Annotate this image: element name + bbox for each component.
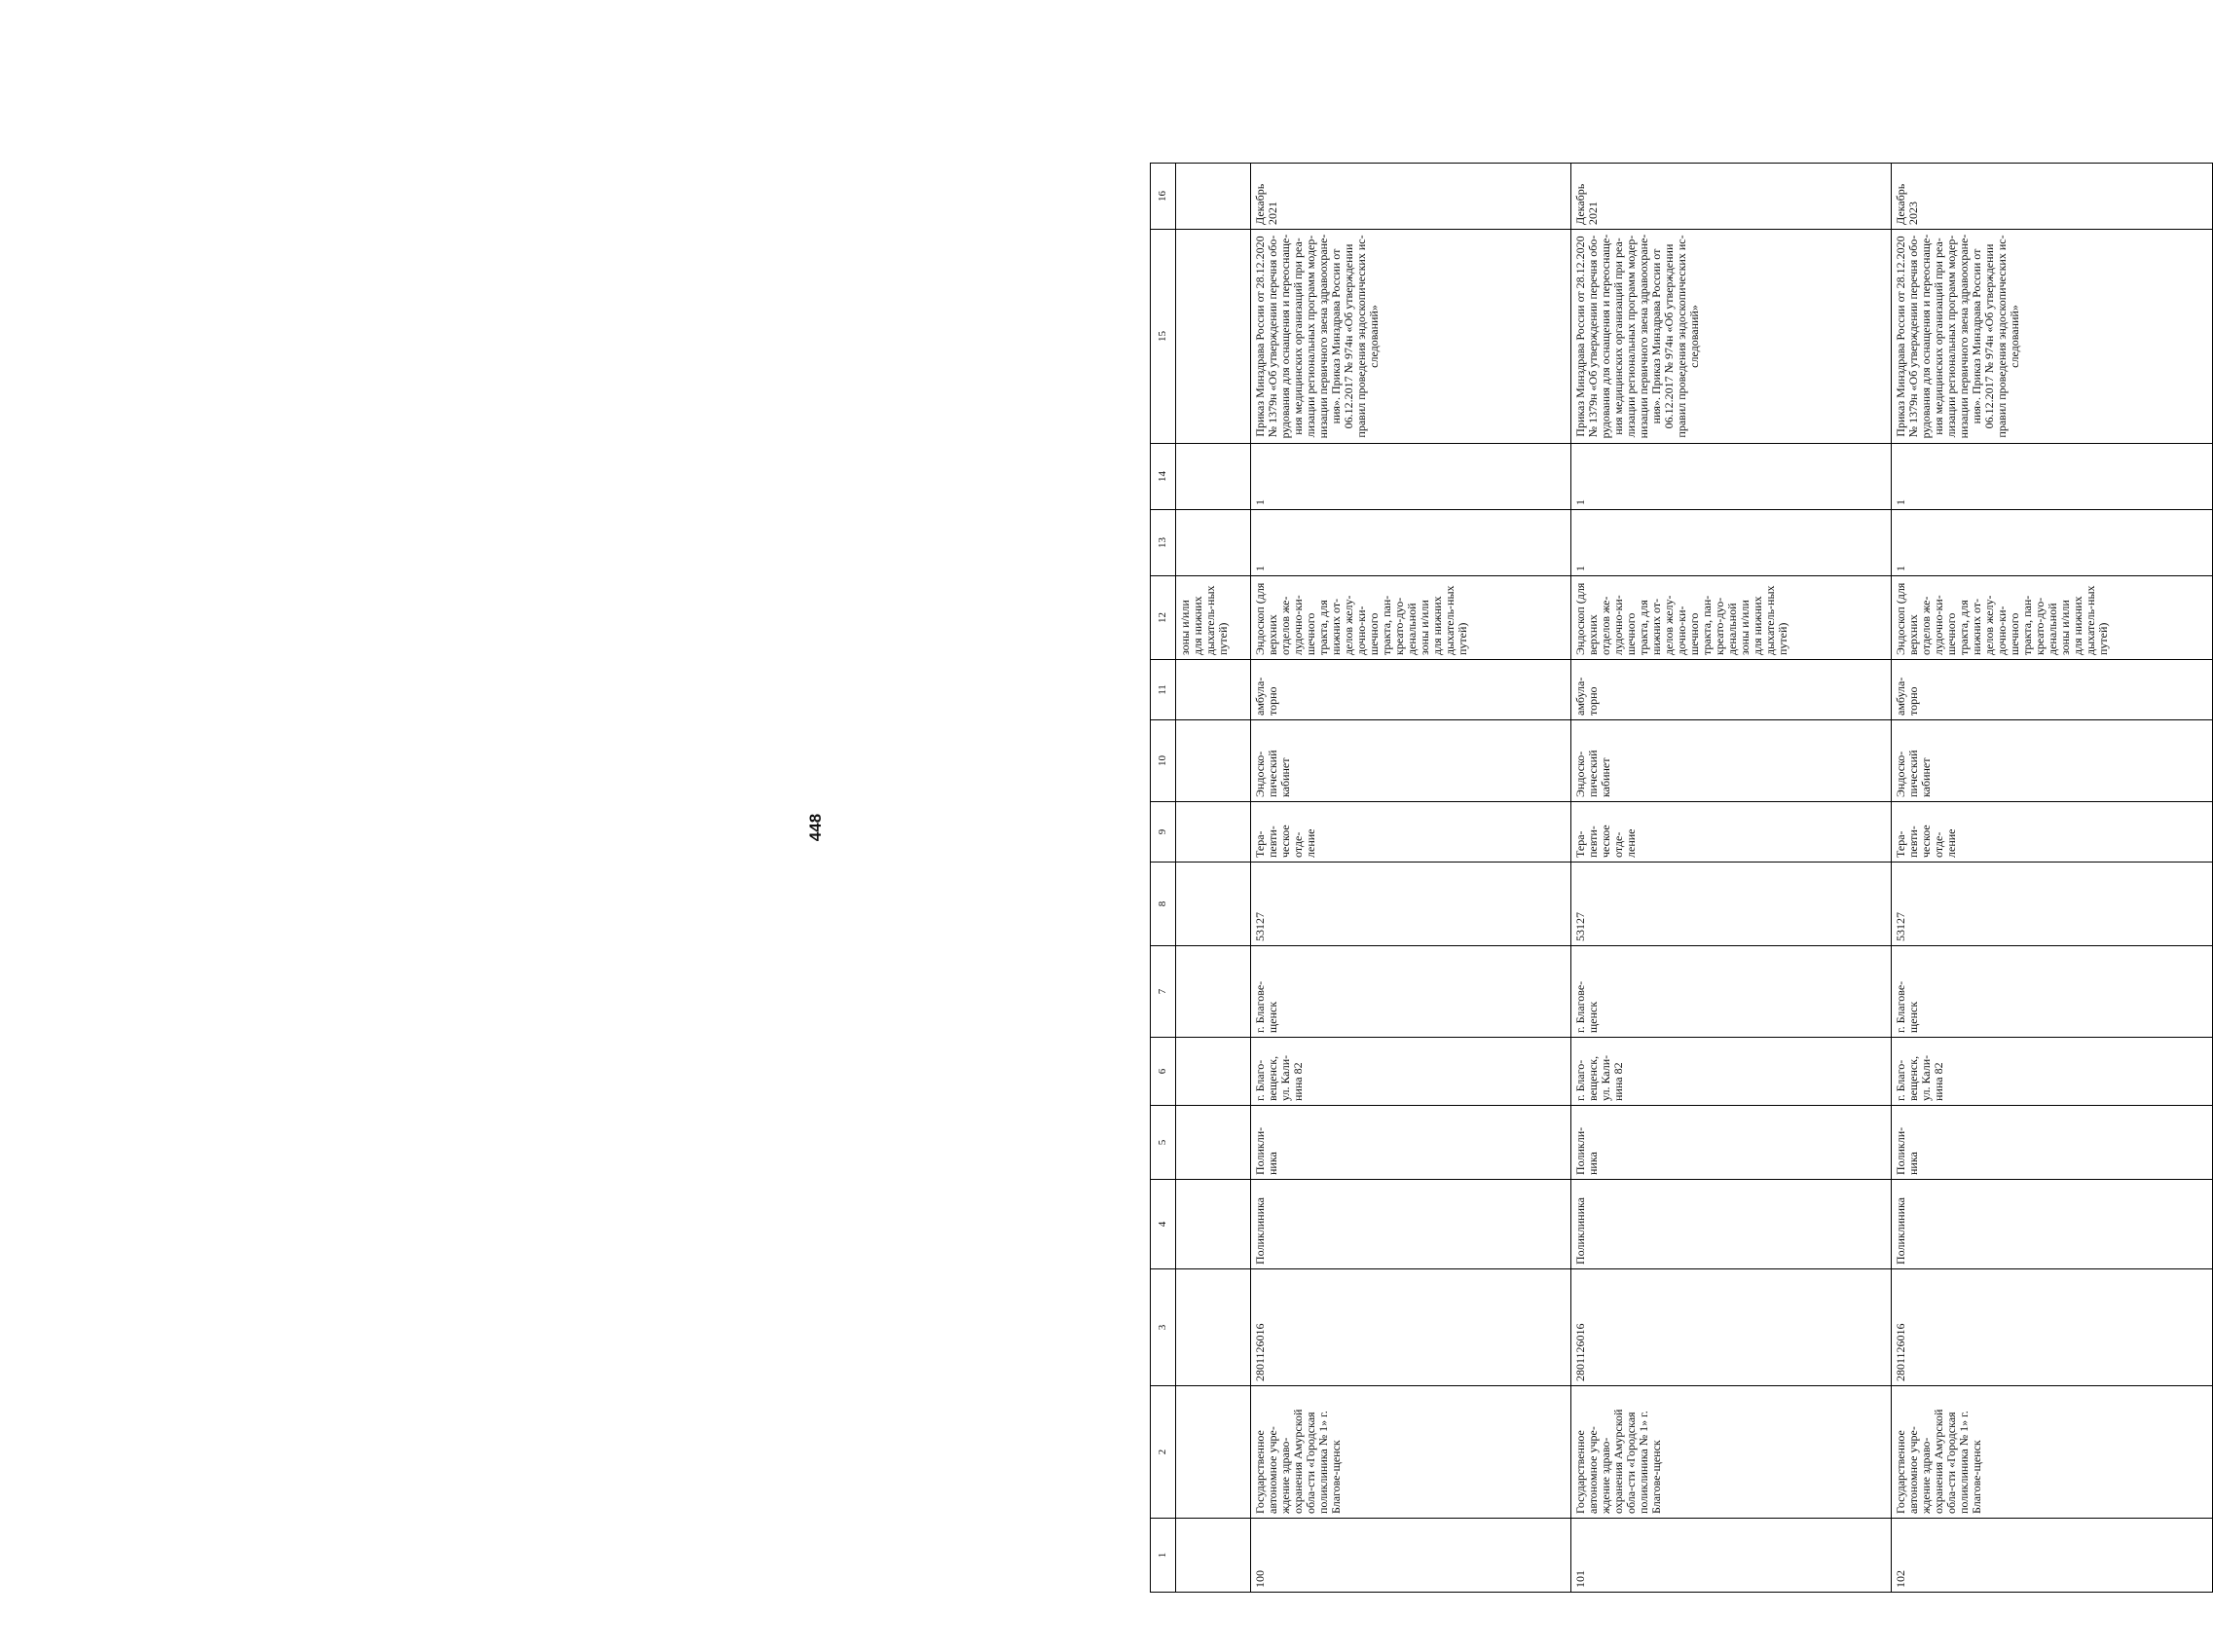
table-row — [1570, 164, 1891, 1593]
col-number-5: 5 — [1151, 1106, 1176, 1180]
organization-type: Поликлиника — [1250, 1180, 1570, 1269]
address: г. Благо-вещенск, ул. Кали-нина 82 — [1250, 1038, 1570, 1106]
quantity-col14: 1 — [1250, 444, 1570, 510]
col-number-8: 8 — [1151, 863, 1176, 946]
department: Тера-певти-ческое отде-ление — [1250, 802, 1570, 863]
legal-basis: Приказ Минздрава России от 28.12.2020 № 1379н «Об утверждении перечня обо-рудования для оснащения и переоснаще-ния медицинских организаций при реа-лизации региональных программ модер-низации первичного звена здравоохране-ния». Приказ Минздрава России от 06.12.2017 № 974н «Об утверждении правил проведения эндоскопических ис-следований» — [1250, 230, 1570, 444]
care-form: амбула-торно — [1570, 660, 1891, 720]
continuation-row — [1175, 164, 1250, 1593]
cont-cell-13 — [1175, 510, 1250, 576]
quantity-col13: 1 — [1250, 510, 1570, 576]
address: г. Благо-вещенск, ул. Кали-нина 82 — [1570, 1038, 1891, 1106]
room: Эндоско-пический кабинет — [1892, 720, 2213, 802]
organization-name: Государственное автономное учре-ждение здраво-охранения Амурской обла-сти «Городская поликлиника № 1» г. Благове-щенск — [1892, 1386, 2213, 1519]
row-number: 101 — [1570, 1519, 1891, 1593]
equipment-table-container — [1150, 164, 2213, 1593]
col-number-13: 13 — [1151, 510, 1176, 576]
col-number-12: 12 — [1151, 576, 1176, 660]
row-number: 102 — [1892, 1519, 2213, 1593]
legal-basis: Приказ Минздрава России от 28.12.2020 № 1379н «Об утверждении перечня обо-рудования для оснащения и переоснаще-ния медицинских организаций при реа-лизации региональных программ модер-низации первичного звена здравоохране-ния». Приказ Минздрава России от 06.12.2017 № 974н «Об утверждении правил проведения эндоскопических ис-следований» — [1570, 230, 1891, 444]
cont-cell-15 — [1175, 230, 1250, 444]
delivery-date: Декабрь 2021 — [1570, 164, 1891, 230]
department: Тера-певти-ческое отде-ление — [1570, 802, 1891, 863]
equipment-name: Эндоскоп (для верхних отделов же-лудочно-ки-шечного тракта, для нижних от-делов желу-дочно-ки-шечного тракта, пан-креато-дуо-денальной зоны и/или для нижних дыхатель-ных путей) — [1570, 576, 1891, 660]
subdivision: Поликли-ника — [1570, 1106, 1891, 1180]
col-number-4: 4 — [1151, 1180, 1176, 1269]
col-number-3: 3 — [1151, 1269, 1176, 1386]
department: Тера-певти-ческое отде-ление — [1892, 802, 2213, 863]
quantity-col14: 1 — [1570, 444, 1891, 510]
equipment-name: Эндоскоп (для верхних отделов же-лудочно-ки-шечного тракта, для нижних от-делов желу-дочно-ки-шечного тракта, пан-креато-дуо-денальной зоны и/или для нижних дыхатель-ных путей) — [1892, 576, 2213, 660]
organization-code: 2801126016 — [1570, 1269, 1891, 1386]
cont-cell-6 — [1175, 1038, 1250, 1106]
cont-cell-16 — [1175, 164, 1250, 230]
equipment-name: Эндоскоп (для верхних отделов же-лудочно-ки-шечного тракта, для нижних от-делов желу-дочно-ки-шечного тракта, пан-креато-дуо-денальной зоны и/или для нижних дыхатель-ных путей) — [1250, 576, 1570, 660]
oktmo-code: 53127 — [1892, 863, 2213, 946]
oktmo-code: 53127 — [1570, 863, 1891, 946]
table-row — [1250, 164, 1570, 1593]
organization-type: Поликлиника — [1570, 1180, 1891, 1269]
col-number-2: 2 — [1151, 1386, 1176, 1519]
delivery-date: Декабрь 2023 — [1892, 164, 2213, 230]
organization-name: Государственное автономное учре-ждение здраво-охранения Амурской обла-сти «Городская поликлиника № 1» г. Благове-щенск — [1250, 1386, 1570, 1519]
oktmo-code: 53127 — [1250, 863, 1570, 946]
quantity-col13: 1 — [1570, 510, 1891, 576]
col-number-6: 6 — [1151, 1038, 1176, 1106]
col-number-9: 9 — [1151, 802, 1176, 863]
cont-cell-3 — [1175, 1269, 1250, 1386]
cont-cell-1 — [1175, 1519, 1250, 1593]
cont-cell-4 — [1175, 1180, 1250, 1269]
subdivision: Поликли-ника — [1892, 1106, 2213, 1180]
address: г. Благо-вещенск, ул. Кали-нина 82 — [1892, 1038, 2213, 1106]
quantity-col13: 1 — [1892, 510, 2213, 576]
organization-type: Поликлиника — [1892, 1180, 2213, 1269]
room: Эндоско-пический кабинет — [1570, 720, 1891, 802]
city: г. Благове-щенск — [1570, 946, 1891, 1038]
organization-code: 2801126016 — [1250, 1269, 1570, 1386]
col-number-1: 1 — [1151, 1519, 1176, 1593]
row-number: 100 — [1250, 1519, 1570, 1593]
cont-cell-10 — [1175, 720, 1250, 802]
room: Эндоско-пический кабинет — [1250, 720, 1570, 802]
col-number-14: 14 — [1151, 444, 1176, 510]
cont-cell-14 — [1175, 444, 1250, 510]
equipment-table — [1150, 163, 2213, 1593]
col-number-11: 11 — [1151, 660, 1176, 720]
col-number-7: 7 — [1151, 946, 1176, 1038]
organization-name: Государственное автономное учре-ждение здраво-охранения Амурской обла-сти «Городская поликлиника № 1» г. Благове-щенск — [1570, 1386, 1891, 1519]
cont-equipment-text: зоны и/или для нижних дыхатель-ных путей) — [1175, 576, 1250, 660]
col-number-16: 16 — [1151, 164, 1176, 230]
care-form: амбула-торно — [1892, 660, 2213, 720]
cont-cell-11 — [1175, 660, 1250, 720]
city: г. Благове-щенск — [1250, 946, 1570, 1038]
col-number-10: 10 — [1151, 720, 1176, 802]
cont-cell-5 — [1175, 1106, 1250, 1180]
table-row — [1892, 164, 2213, 1593]
quantity-col14: 1 — [1892, 444, 2213, 510]
care-form: амбула-торно — [1250, 660, 1570, 720]
cont-cell-2 — [1175, 1386, 1250, 1519]
delivery-date: Декабрь 2021 — [1250, 164, 1570, 230]
subdivision: Поликли-ника — [1250, 1106, 1570, 1180]
legal-basis: Приказ Минздрава России от 28.12.2020 № 1379н «Об утверждении перечня обо-рудования для оснащения и переоснаще-ния медицинских организаций при реа-лизации региональных программ модер-низации первичного звена здравоохране-ния». Приказ Минздрава России от 06.12.2017 № 974н «Об утверждении правил проведения эндоскопических ис-следований» — [1892, 230, 2213, 444]
cont-cell-7 — [1175, 946, 1250, 1038]
cont-cell-9 — [1175, 802, 1250, 863]
col-number-15: 15 — [1151, 230, 1176, 444]
organization-code: 2801126016 — [1892, 1269, 2213, 1386]
page-number: 448 — [806, 813, 825, 842]
column-number-row — [1151, 164, 1176, 1593]
city: г. Благове-щенск — [1892, 946, 2213, 1038]
cont-cell-8 — [1175, 863, 1250, 946]
